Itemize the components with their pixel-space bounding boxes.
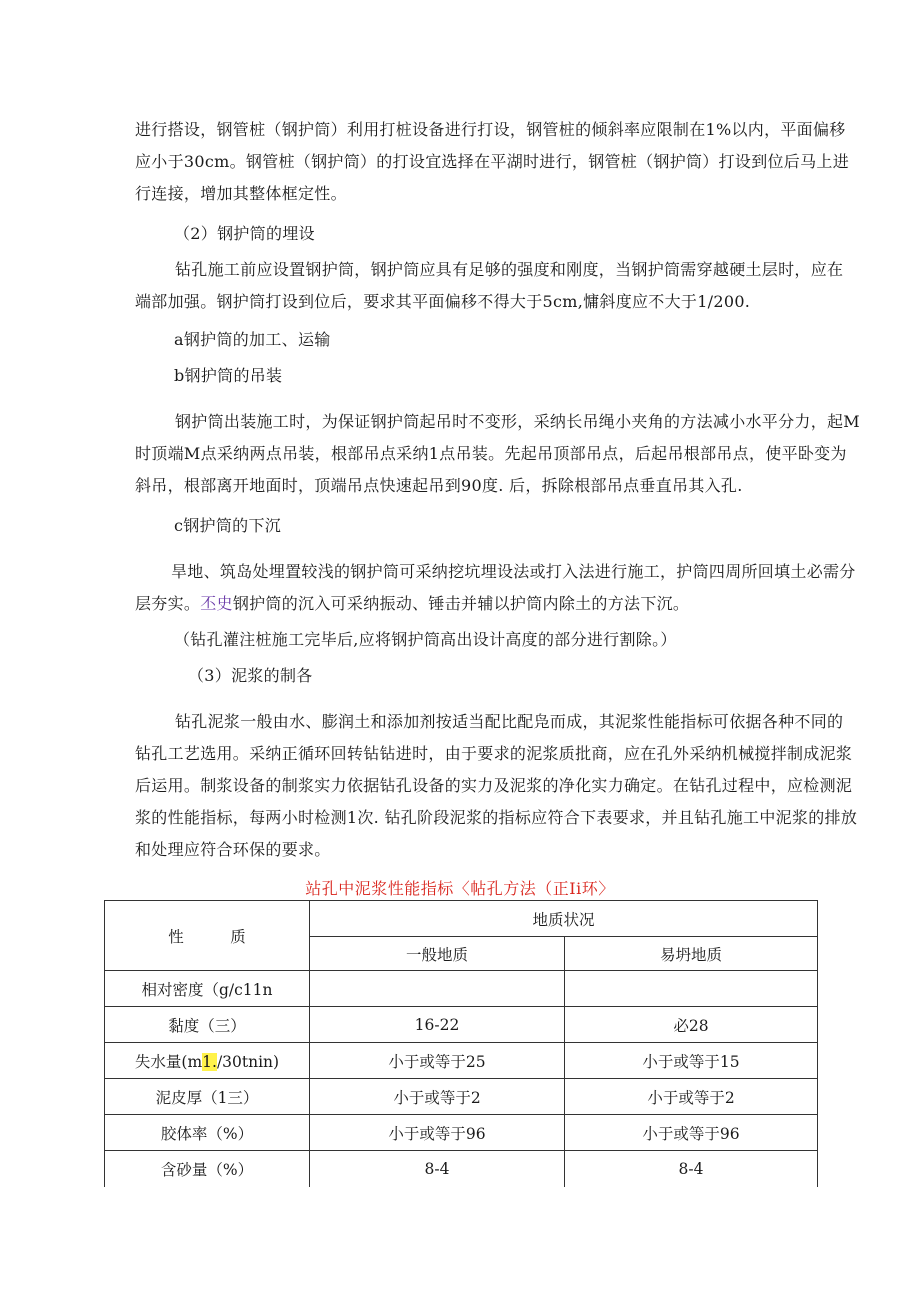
row-value: 16-22 bbox=[310, 1007, 565, 1043]
text-line: 后运用。制浆设备的制浆实力依据钻孔设备的实力及泥浆的净化实力确定。在钻孔过程中，应检测泥 bbox=[135, 776, 853, 795]
row-property: 含砂量（%） bbox=[105, 1151, 310, 1187]
row-value: 8-4 bbox=[565, 1151, 818, 1187]
text-line: 应小于30cm。钢管桩（钢护筒）的打设宜选择在平湖时进行，钢管桩（钢护筒）打设到位后马上进 bbox=[135, 152, 849, 171]
table-row bbox=[105, 1043, 818, 1079]
section-heading-3: （3）泥浆的制各 bbox=[188, 666, 313, 685]
subheading-b: b钢护筒的吊装 bbox=[174, 366, 283, 385]
subheading-c: c钢护筒的下沉 bbox=[174, 516, 282, 535]
text-line: 浆的性能指标，每两小时检测1次. 钻孔阶段泥浆的指标应符合下表要求，并且钻孔施工中泥浆的排放 bbox=[135, 808, 858, 827]
subheading-a: a钢护筒的加工、运输 bbox=[174, 330, 331, 349]
paragraph-note: （钻孔灌注桩施工完毕后,应将钢护筒高出设计高度的部分进行割除。） bbox=[174, 630, 677, 649]
header-property: 性 质 bbox=[105, 901, 310, 971]
text-line: 层夯实。丕史钢护筒的沉入可采纳振动、锤击并辅以护筒内除土的方法下沉。 bbox=[135, 594, 690, 613]
row-value bbox=[310, 971, 565, 1007]
section-heading-2: （2）钢护筒的埋设 bbox=[174, 224, 315, 243]
header-normal-geology: 一般地质 bbox=[310, 937, 565, 971]
table-row bbox=[105, 971, 818, 1007]
row-value: 小于或等于15 bbox=[565, 1043, 818, 1079]
purple-text: 丕史 bbox=[200, 594, 233, 613]
row-value: 小于或等于96 bbox=[565, 1115, 818, 1151]
text-line: 钻孔施工前应设置钢护筒，钢护筒应具有足够的强度和刚度，当钢护筒需穿越硬土层时，应在 bbox=[175, 260, 844, 279]
row-property: 相对密度（g/c11n bbox=[105, 971, 310, 1007]
text-line: 斜吊，根部离开地面时，顶端吊点快速起吊到90度. 后，拆除根部吊点垂直吊其入孔. bbox=[135, 476, 743, 495]
row-property: 胶体率（%） bbox=[105, 1115, 310, 1151]
paragraph-casing-setup bbox=[135, 254, 844, 318]
row-value: 小于或等于25 bbox=[310, 1043, 565, 1079]
paragraph-sinking bbox=[135, 556, 856, 620]
table-row bbox=[105, 1151, 818, 1187]
text-line: 钻孔工艺选用。采纳正循环回转钻钻进时，由于要求的泥浆质批商，应在孔外采纳机械搅拌制成泥浆 bbox=[135, 744, 853, 763]
table-row bbox=[105, 1079, 818, 1115]
text-line: 行连接，增加其整体框定性。 bbox=[135, 184, 347, 203]
paragraph-mud bbox=[135, 706, 858, 866]
text-line: 钢护筒出装施工时，为保证钢护筒起吊时不变形，采纳长吊绳小夹角的方法减小水平分力，起M bbox=[175, 412, 860, 431]
header-geology: 地质状况 bbox=[310, 901, 818, 937]
header-collapsible-geology: 易坍地质 bbox=[565, 937, 818, 971]
row-value: 8-4 bbox=[310, 1151, 565, 1187]
mud-properties-table bbox=[104, 900, 818, 1187]
row-property: 失水量(m1./30tnin) bbox=[105, 1043, 310, 1079]
text-line: 钻孔泥浆一般由水、膨润土和添加剂按适当配比配凫而成，其泥浆性能指标可依据各种不同的 bbox=[175, 712, 844, 731]
text-line: 时顶端M点采纳两点吊装，根部吊点采纳1点吊装。先起吊顶部吊点，后起吊根部吊点，使平卧变为 bbox=[135, 444, 847, 463]
row-value: 必28 bbox=[565, 1007, 818, 1043]
row-value: 小于或等于2 bbox=[565, 1079, 818, 1115]
text-line: 和处理应符合环保的要求。 bbox=[135, 840, 331, 859]
text-line: 端部加强。钢护筒打设到位后，要求其平面偏移不得大于5cm,慵斜度应不大于1/200. bbox=[135, 292, 751, 311]
text-line: 旱地、筑岛处埋置较浅的钢护筒可采纳挖坑埋设法或打入法进行施工，护筒四周所回填土必需分 bbox=[171, 562, 856, 581]
highlighted-text: 1. bbox=[202, 1052, 217, 1071]
paragraph-hoisting bbox=[135, 406, 860, 502]
table-row bbox=[105, 1007, 818, 1043]
row-property: 黏度（三） bbox=[105, 1007, 310, 1043]
row-value bbox=[565, 971, 818, 1007]
row-property: 泥皮厚（1三） bbox=[105, 1079, 310, 1115]
paragraph-intro bbox=[135, 114, 849, 210]
table-caption: 站孔中泥浆性能指标〈帖孔方法（正Ii环〉 bbox=[305, 879, 615, 898]
row-value: 小于或等于96 bbox=[310, 1115, 565, 1151]
table-row bbox=[105, 1115, 818, 1151]
text-line: 进行搭设，钢管桩（钢护筒）利用打桩设备进行打设，钢管桩的倾斜率应限制在1%以内，平面偏移 bbox=[135, 120, 846, 139]
row-value: 小于或等于2 bbox=[310, 1079, 565, 1115]
